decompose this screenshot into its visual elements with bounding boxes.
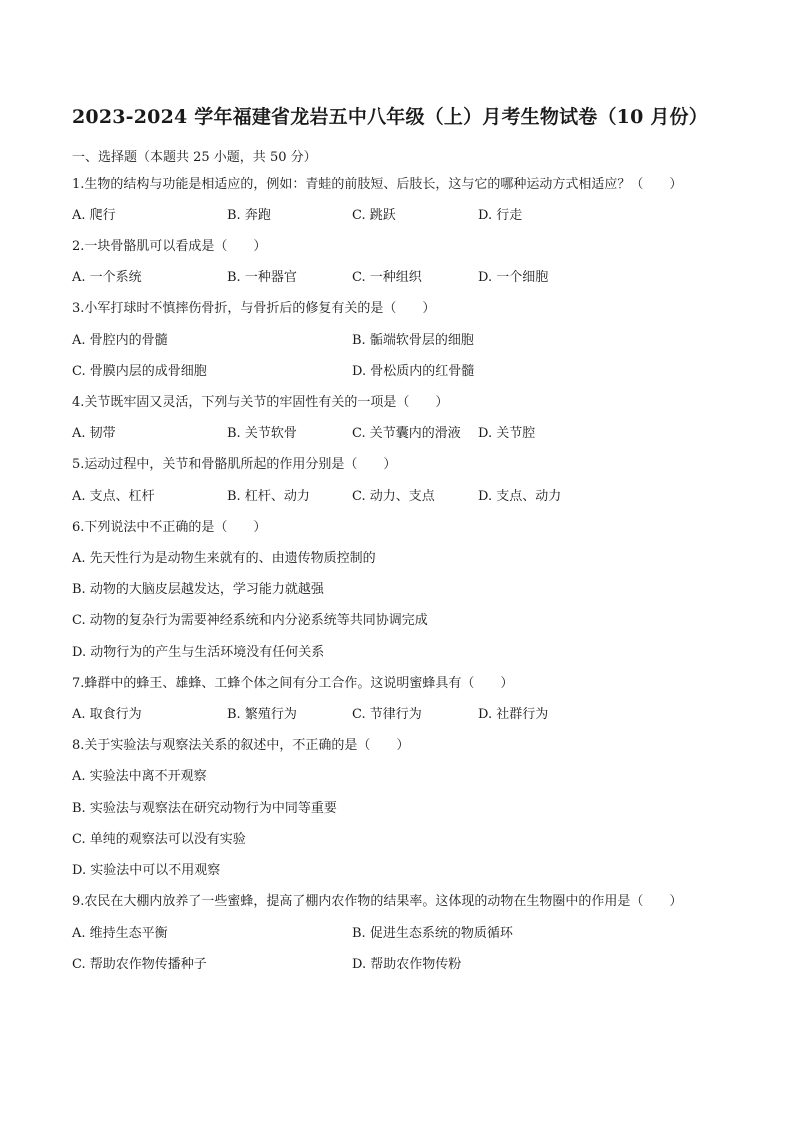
option-c[interactable]: C. 节律行为 [352,707,422,722]
option-b[interactable]: B. 一种器官 [227,270,297,285]
option-c[interactable]: C. 单纯的观察法可以没有实验 [72,832,246,847]
option-d[interactable]: D. 动物行为的产生与生活环境没有任何关系 [72,645,325,660]
option-d[interactable]: D. 骨松质内的红骨髓 [352,364,475,379]
option-c[interactable]: C. 动物的复杂行为需要神经系统和内分泌系统等共同协调完成 [72,613,428,628]
option-b[interactable]: B. 动物的大脑皮层越发达，学习能力就越强 [72,582,324,597]
option-c[interactable]: C. 一种组织 [352,270,422,285]
option-c[interactable]: C. 动力、支点 [352,489,435,504]
option-a[interactable]: A. 支点、杠杆 [72,489,155,504]
option-c[interactable]: C. 帮助农作物传播种子 [72,957,207,972]
option-d[interactable]: D. 社群行为 [478,707,549,722]
option-d[interactable]: D. 实验法中可以不用观察 [72,863,221,878]
option-a[interactable]: A. 取食行为 [72,707,142,722]
question-stem: 3.小军打球时不慎摔伤骨折，与骨折后的修复有关的是（ ） [72,301,436,316]
option-a[interactable]: A. 先天性行为是动物生来就有的、由遗传物质控制的 [72,551,376,566]
option-a[interactable]: A. 爬行 [72,208,116,223]
section-heading: 一、选择题（本题共 25 小题，共 50 分） [72,150,317,165]
question-stem: 5.运动过程中，关节和骨骼肌所起的作用分别是（ ） [72,457,397,472]
question-stem: 6.下列说法中不正确的是（ ） [72,520,267,535]
option-d[interactable]: D. 帮助农作物传粉 [352,957,462,972]
option-b[interactable]: B. 杠杆、动力 [227,489,310,504]
question-stem: 8.关于实验法与观察法关系的叙述中，不正确的是（ ） [72,738,410,753]
option-d[interactable]: D. 关节腔 [478,426,536,441]
option-b[interactable]: B. 骺端软骨层的细胞 [352,333,474,348]
option-c[interactable]: C. 骨膜内层的成骨细胞 [72,364,207,379]
question-stem: 9.农民在大棚内放养了一些蜜蜂，提高了棚内农作物的结果率。这体现的动物在生物圈中的作用是（ ） [72,894,683,909]
option-a[interactable]: A. 一个系统 [72,270,142,285]
option-c[interactable]: C. 关节囊内的滑液 [352,426,461,441]
option-b[interactable]: B. 促进生态系统的物质循环 [352,926,513,941]
question-stem: 7.蜂群中的蜂王、雄蜂、工蜂个体之间有分工合作。这说明蜜蜂具有（ ） [72,676,514,691]
option-a[interactable]: A. 骨腔内的骨髓 [72,333,168,348]
option-b[interactable]: B. 奔跑 [227,208,271,223]
question-stem: 4.关节既牢固又灵活，下列与关节的牢固性有关的一项是（ ） [72,395,449,410]
option-b[interactable]: B. 繁殖行为 [227,707,297,722]
option-a[interactable]: A. 韧带 [72,426,116,441]
page-title: 2023-2024 学年福建省龙岩五中八年级（上）月考生物试卷（10 月份） [72,106,708,128]
option-d[interactable]: D. 一个细胞 [478,270,549,285]
option-b[interactable]: B. 实验法与观察法在研究动物行为中同等重要 [72,801,337,816]
option-a[interactable]: A. 维持生态平衡 [72,926,168,941]
option-c[interactable]: C. 跳跃 [352,208,396,223]
question-stem: 1.生物的结构与功能是相适应的，例如：青蛙的前肢短、后肢长，这与它的哪种运动方式相适应？（ ） [72,177,683,192]
option-a[interactable]: A. 实验法中离不开观察 [72,769,207,784]
question-stem: 2.一块骨骼肌可以看成是（ ） [72,239,267,254]
option-b[interactable]: B. 关节软骨 [227,426,297,441]
option-d[interactable]: D. 支点、动力 [478,489,562,504]
option-d[interactable]: D. 行走 [478,208,523,223]
